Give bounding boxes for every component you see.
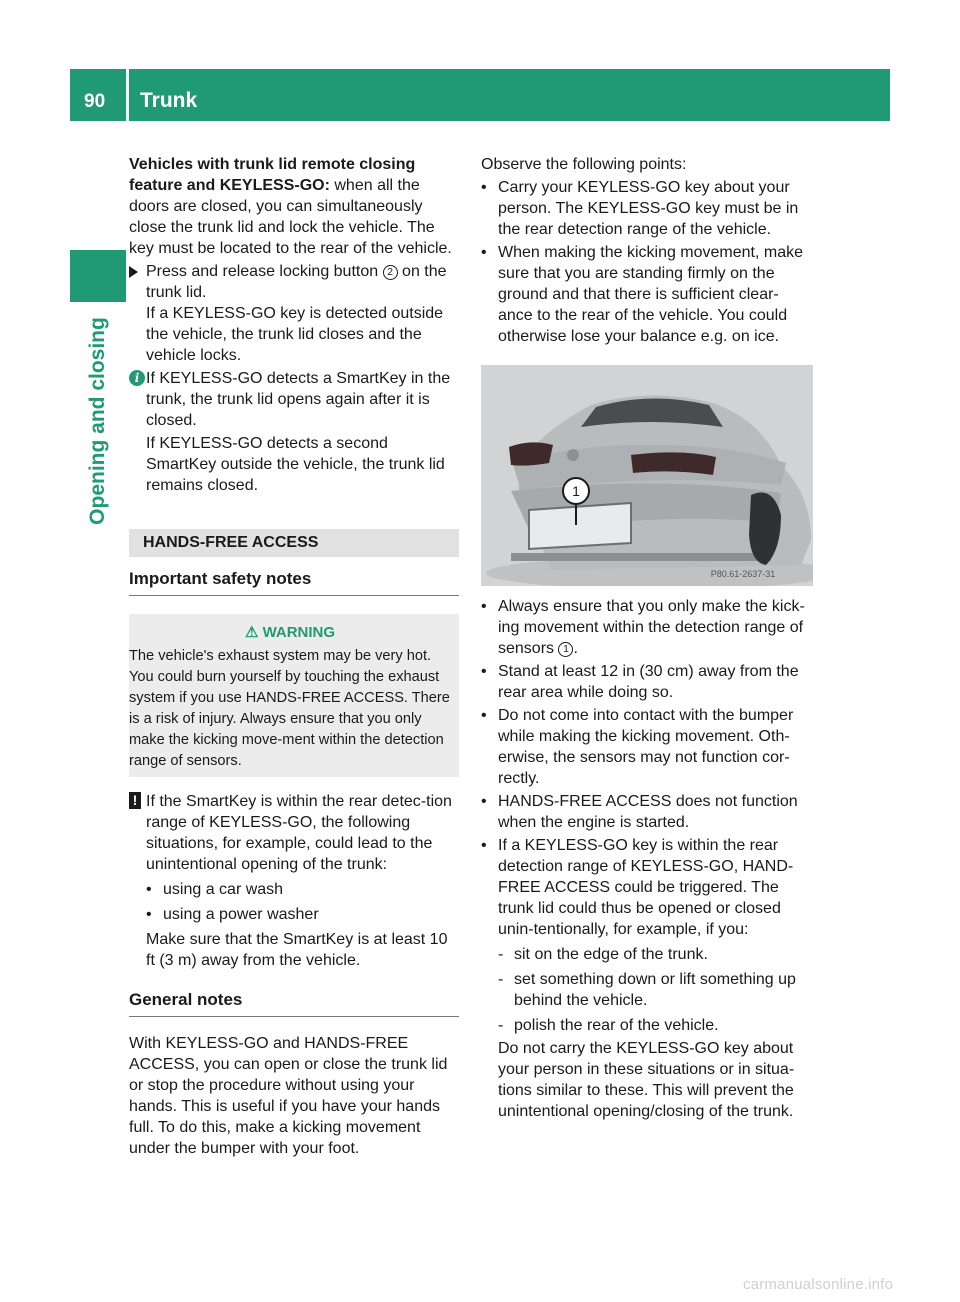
- warning-box: [129, 614, 459, 777]
- notice-item-text: using a car wash: [163, 881, 284, 898]
- bullet-item: [481, 596, 813, 659]
- bullet-icon: •: [481, 179, 487, 196]
- intro-paragraph: [129, 154, 459, 259]
- dash-item: [481, 1015, 813, 1036]
- step-result: If a KEYLESS-GO key is detected outside the vehicle, the trunk lid closes and the vehicle locks.: [146, 305, 444, 364]
- bullet-item: [481, 242, 813, 347]
- general-text: With KEYLESS-GO and HANDS-FREE ACCESS, you can open or close the trunk lid or stop the procedure without using your hands. This is useful if you have your hands full. To do this, make a kicking movement under the bumper with your foot.: [129, 1035, 448, 1157]
- header-divider: [126, 69, 129, 121]
- bullet-icon: •: [481, 598, 487, 615]
- bullet-text: HANDS-FREE ACCESS does not function when the engine is started.: [498, 793, 798, 831]
- closing-text: Do not carry the KEYLESS-GO key about your person in these situations or in situa-tions similar to these. This will prevent the unintentional opening/closing of the trunk.: [498, 1040, 795, 1120]
- dash-text: set something down or lift something up behind the vehicle.: [514, 971, 796, 1009]
- dash-icon: -: [498, 946, 504, 963]
- bullet-icon: •: [481, 663, 487, 680]
- callout-1-icon: 1: [558, 642, 573, 657]
- info-text-2: If KEYLESS-GO detects a second SmartKey outside the vehicle, the trunk lid remains closed.: [146, 435, 445, 494]
- notice-item: [146, 904, 459, 925]
- bullet-icon: •: [146, 906, 152, 923]
- warning-text: The vehicle's exhaust system may be very hot. You could burn yourself by touching the exhaust system if you use HANDS-FREE ACCESS. There is a risk of injury. Always ensure that you only make the kicking move-ment within the detection range of sensors.: [129, 648, 450, 769]
- dash-text: sit on the edge of the trunk.: [514, 946, 708, 963]
- dash-icon: -: [498, 1017, 504, 1034]
- page-title: Trunk: [140, 89, 198, 112]
- warning-header: [129, 622, 451, 643]
- right-column: [481, 154, 813, 1122]
- bullet-item: [481, 177, 813, 240]
- step-text-a: Press and release locking button: [146, 263, 383, 280]
- step-arrow-icon: [129, 266, 138, 278]
- bullet-item: [481, 835, 813, 940]
- notice-text: If the SmartKey is within the rear detec-tion range of KEYLESS-GO, the following situations, for example, could lead to the unintentional opening of the trunk:: [146, 793, 452, 873]
- bullet-icon: •: [481, 837, 487, 854]
- page-header: [70, 69, 890, 121]
- bullet-text: Do not come into contact with the bumper while making the kicking movement. Oth-erwise, the sensors may not function cor-rectly.: [498, 707, 794, 787]
- image-callout-1: 1: [572, 483, 580, 499]
- warning-title: WARNING: [262, 624, 336, 641]
- bullet-item: [481, 791, 813, 833]
- bullet-text: Stand at least 12 in (30 cm) away from the rear area while doing so.: [498, 663, 799, 701]
- notice-end: Make sure that the SmartKey is at least 10 ft (3 m) away from the vehicle.: [146, 931, 448, 969]
- instruction-step: [129, 261, 459, 366]
- subsection-title-safety: Important safety notes: [129, 568, 459, 596]
- info-note: [129, 368, 459, 496]
- dash-item: [481, 944, 813, 965]
- bullet-icon: •: [481, 244, 487, 261]
- info-icon: i: [129, 370, 145, 386]
- section-title: HANDS-FREE ACCESS: [129, 529, 459, 557]
- notice-note: [129, 791, 459, 971]
- bullet-text: Carry your KEYLESS-GO key about your person. The KEYLESS-GO key must be in the rear detection range of the vehicle.: [498, 179, 799, 238]
- image-code: P80.61-2637-31: [710, 569, 776, 579]
- dash-item: [481, 969, 813, 1011]
- step-text-b: on the trunk lid.: [146, 263, 447, 301]
- notice-item: [146, 879, 459, 900]
- bullet-item: [481, 661, 813, 703]
- info-text-1: If KEYLESS-GO detects a SmartKey in the trunk, the trunk lid opens again after it is closed.: [146, 370, 451, 429]
- bullet-text: If a KEYLESS-GO key is within the rear detection range of KEYLESS-GO, HAND-FREE ACCESS could be triggered. The trunk lid could thus be opened or closed unin-tentionally, for example, if you:: [498, 837, 794, 938]
- observe-text: Observe the following points:: [481, 156, 687, 173]
- callout-2-icon: 2: [383, 265, 398, 280]
- chapter-label: Opening and closing: [86, 317, 109, 525]
- bullet-item: [481, 705, 813, 789]
- bullet-text-a: Always ensure that you only make the kick-ing movement within the detection range of sensors: [498, 598, 805, 657]
- exclamation-icon: !: [129, 792, 141, 809]
- car-illustration: [481, 365, 813, 586]
- bullet-icon: •: [146, 881, 152, 898]
- bullet-text-b: .: [573, 640, 578, 657]
- bullet-icon: •: [481, 793, 487, 810]
- intro-bold: Vehicles with trunk lid remote closing feature and KEYLESS-GO:: [129, 156, 416, 194]
- dash-text: polish the rear of the vehicle.: [514, 1017, 719, 1034]
- chapter-tab: [70, 250, 126, 302]
- watermark: carmanualsonline.info: [743, 1276, 894, 1293]
- left-column: [129, 154, 459, 1159]
- bullet-text: When making the kicking movement, make sure that you are standing firmly on the ground and that there is sufficient clear-ance to the rear of the vehicle. You could otherwise lose your balance e.g. on ice.: [498, 244, 804, 345]
- intro-text: when all the doors are closed, you can simultaneously close the trunk lid and lock the vehicle. The key must be located to the rear of the vehicle.: [129, 177, 452, 257]
- page-number: 90: [84, 91, 106, 112]
- notice-item-text: using a power washer: [163, 906, 319, 923]
- dash-icon: -: [498, 971, 504, 988]
- car-rear-image: [481, 365, 813, 586]
- warning-triangle-icon: ⚠: [244, 624, 259, 641]
- bullet-icon: •: [481, 707, 487, 724]
- subsection-title-general: General notes: [129, 989, 459, 1017]
